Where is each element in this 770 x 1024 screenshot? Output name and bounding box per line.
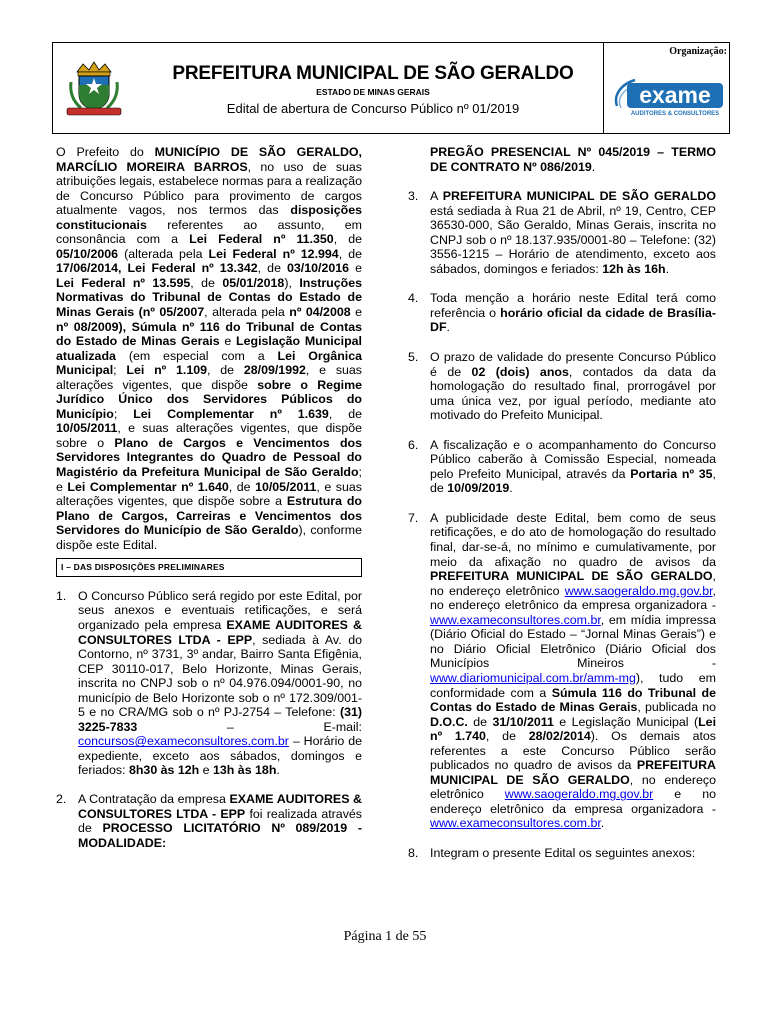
bold-text: D.O.C.	[430, 714, 468, 729]
document-header	[52, 42, 730, 134]
intro-paragraph: O Prefeito do MUNICÍPIO DE SÃO GERALDO, MARCÍLIO MOREIRA BARROS, no uso de suas atribuições legais, estabelece normas para a realização de Concurso Público para provimento de cargos atualmente vagos, nos termos das disposições constitucionais referentes ao assunto, em consonância com a Lei Federal nº 11.350, de 05/10/2006 (alterada pela Lei Federal nº 12.994, de 17/06/2014, Lei Federal nº 13.342, de 03/10/2016 e Lei Federal nº 13.595, de 05/01/2018), Instruções Normativas do Tribunal de Contas do Estado de Minas Gerais (nº 05/2007, alterada pela nº 04/2008 e nº 08/2009), Súmula nº 116 do Tribunal de Contas do Estado de Minas Gerais e Legislação Municipal atualizada (em especial com a Lei Orgânica Municipal; Lei nº 1.109, de 28/09/1992, e suas alterações vigentes, que dispõe sobre o Regime Jurídico Único dos Servidores Públicos do Município; Lei Complementar nº 1.639, de 10/05/2011, e suas alterações vigentes, que dispõe sobre o Plano de Cargos e Vencimentos dos Servidores Integrantes do Quadro de Pessoal do Magistério da Prefeitura Municipal de São Geraldo; e Lei Complementar nº 1.640, de 10/05/2011, e suas alterações vigentes, que dispõe sobre a Estrutura do Plano de Cargos, Carreiras e Vencimentos dos Servidores do Município de São Geraldo), conforme dispõe este Edital.	[56, 145, 363, 552]
bold-text: PREFEITURA MUNICIPAL DE SÃO GERALDO	[430, 569, 713, 584]
item-text: A fiscalização e o acompanhamento do Concurso Público caberão à Comissão Especial, nomeada pelo Prefeito Municipal, através da Portaria nº 35, de 10/09/2019.	[430, 437, 716, 496]
bold-text: Instruções Normativas do Tribunal de Contas do Estado de Minas Gerais (nº 05/2007	[56, 275, 362, 320]
page-number: Página 1 de 55	[343, 929, 427, 944]
bold-text: Lei nº 1.740	[430, 714, 717, 744]
item-text: A PREFEITURA MUNICIPAL DE SÃO GERALDO está sediada à Rua 21 de Abril, nº 19, Centro, CEP 36530-000, São Geraldo, Minas Gerais, inscrita no CNPJ sob o nº 18.137.935/0001-80 – Telefone: (32) 3556-1215 – Horário de atendimento, exceto aos sábados, domingos e feriados: 12h às 16h.	[430, 189, 716, 276]
list-item	[408, 189, 716, 276]
item-text: PREGÃO PRESENCIAL Nº 045/2019 – TERMO DE CONTRATO Nº 086/2019.	[430, 145, 716, 174]
bold-text: 10/05/2011	[56, 421, 118, 436]
bold-text: Lei Federal nº 13.595	[56, 275, 191, 290]
bold-text: 28/09/1992	[243, 363, 306, 378]
bold-text: Lei nº 1.109	[126, 363, 208, 378]
bold-text: (31) 3225-7833	[78, 705, 362, 734]
bold-text: Plano de Cargos e Vencimentos dos Servidores Integrantes do Quadro de Pessoal do Magistério da Prefeitura Municipal de São Geraldo	[56, 435, 362, 480]
list-item	[408, 291, 716, 335]
link[interactable]: www.saogeraldo.mg.gov.br	[504, 787, 654, 802]
bold-text: sobre o Regime Jurídico Único dos Servidores Públicos do Município	[56, 377, 362, 421]
bold-text: Lei Federal nº 11.350	[189, 232, 334, 247]
link[interactable]: www.exameconsultores.com.br	[430, 816, 601, 831]
bold-text: Portaria nº 35	[630, 466, 713, 481]
bold-text: 31/10/2011	[492, 714, 554, 729]
bold-text: 12h às 16h	[602, 261, 666, 276]
list-item	[56, 792, 362, 850]
bold-text: Lei Orgânica Municipal	[56, 348, 363, 378]
header-divider	[603, 43, 604, 133]
bold-text: disposições constitucionais	[56, 203, 362, 232]
bold-text: nº 08/2009), Súmula nº 116 do Tribunal de Contas do Estado de Minas Gerais	[56, 319, 362, 349]
item-number: 3.	[408, 189, 419, 204]
crest-icon	[63, 58, 125, 120]
list-item	[408, 350, 716, 423]
bold-text: 05/01/2018	[222, 275, 285, 290]
item-number: 5.	[408, 350, 419, 365]
svg-text:AUDITORES & CONSULTORES: AUDITORES & CONSULTORES	[630, 111, 720, 117]
bold-text: 28/02/2014	[528, 729, 591, 744]
bold-text: horário oficial da cidade de Brasília-DF	[430, 305, 716, 335]
item-number: 7.	[408, 510, 419, 525]
bold-text: 03/10/2016	[287, 261, 350, 276]
exame-logo	[613, 76, 728, 118]
right-column	[408, 145, 716, 876]
bold-text: 10/09/2019	[447, 481, 510, 496]
bold-text: Lei Complementar nº 1.640	[67, 479, 229, 494]
bold-text: EXAME AUDITORES & CONSULTORES LTDA - EPP	[78, 617, 363, 647]
list-item	[408, 438, 716, 496]
bold-text: PREGÃO PRESENCIAL Nº 045/2019 – TERMO DE CONTRATO Nº 086/2019	[430, 145, 716, 174]
link[interactable]: www.saogeraldo.mg.gov.br	[564, 583, 713, 598]
bold-text: PREFEITURA MUNICIPAL DE SÃO GERALDO	[442, 189, 716, 204]
item-number: 1.	[56, 588, 67, 603]
bold-text: 13h às 18h	[213, 763, 277, 778]
item-text: O Concurso Público será regido por este Edital, por seus anexos e eventuais retificações, e será organizado pela empresa EXAME AUDITORES & CONSULTORES LTDA - EPP, sediada à Av. do Contorno, nº 3731, 3º andar, Bairro Santa Efigênia, CEP 30110-017, Belo Horizonte, Minas Gerais, inscrita no CNPJ sob o nº 04.976.094/0001-90, no município de Belo Horizonte sob o nº 172.309/001-5 e no CRA/MG sob o nº PJ-2754 – Telefone: (31) 3225-7833 – E-mail: concursos@exameconsultores.com.br – Horário de expediente, exceto aos sábados, domingos e feriados: 8h30 às 12h e 13h às 18h.	[78, 588, 363, 778]
item-text: A publicidade deste Edital, bem como de seus retificações, e do ato de homologação do resultado final, dar-se-á, no mínimo e cumulativamente, por meio da afixação no quadro de avisos da PREFEITURA MUNICIPAL DE SÃO GERALDO, no endereço eletrônico www.saogeraldo.mg.gov.br, no endereço eletrônico da empresa organizadora - www.exameconsultores.com.br, em mídia impressa (Diário Oficial do Estado – “Jornal Minas Gerais”) e no Diário Oficial Eletrônico (Diário Oficial dos Municípios Mineiros - www.diariomunicipal.com.br/amm-mg), tudo em conformidade com a Súmula 116 do Tribunal de Contas do Estado de Minas Gerais, publicada no D.O.C. de 31/10/2011 e Legislação Municipal (Lei nº 1.740, de 28/02/2014). Os demais atos referentes a este Concurso Público serão publicados no quadro de avisos da PREFEITURA MUNICIPAL DE SÃO GERALDO, no endereço eletrônico www.saogeraldo.mg.gov.br e no endereço eletrônico da empresa organizadora - www.exameconsultores.com.br.	[430, 510, 717, 831]
items-right	[408, 145, 716, 861]
state-subtitle: ESTADO DE MINAS GERAIS	[316, 87, 430, 97]
item-text: Integram o presente Edital os seguintes anexos:	[430, 845, 696, 860]
bold-text: Lei Complementar nº 1.639	[133, 406, 329, 421]
bold-text: 05/10/2006	[56, 246, 119, 261]
bold-text: EXAME AUDITORES & CONSULTORES LTDA - EPP	[78, 791, 363, 821]
item-number: 4.	[408, 291, 419, 306]
left-column	[56, 145, 362, 850]
bold-text: Lei Federal nº 12.994	[208, 246, 339, 261]
link[interactable]: concursos@exameconsultores.com.br	[78, 734, 289, 749]
bold-text: Súmula 116 do Tribunal de Contas do Estado de Minas Gerais	[430, 685, 716, 715]
item-text: Toda menção a horário neste Edital terá como referência o horário oficial da cidade de Brasília-DF.	[430, 291, 716, 335]
bold-text: 02 (dois) anos	[471, 364, 569, 379]
list-item	[408, 846, 716, 861]
bold-text: 8h30 às 12h	[128, 763, 200, 778]
bold-text: PREFEITURA MUNICIPAL DE SÃO GERALDO	[430, 758, 716, 787]
link[interactable]: www.diariomunicipal.com.br/amm-mg	[430, 670, 636, 685]
organizer-label: Organização:	[669, 46, 727, 57]
page-title: PREFEITURA MUNICIPAL DE SÃO GERALDO	[172, 63, 574, 84]
bold-text: Legislação Municipal atualizada	[56, 334, 362, 363]
section-title: I – DAS DISPOSIÇÕES PRELIMINARES	[56, 558, 362, 577]
bold-text: Estrutura do Plano de Cargos, Carreiras e Vencimentos dos Servidores do Município de São Geraldo	[56, 494, 362, 538]
bold-text: 17/06/2014, Lei Federal nº 13.342	[56, 261, 258, 276]
item-number: 6.	[408, 437, 419, 452]
bold-text: MUNICÍPIO DE SÃO GERALDO, MARCÍLIO MOREIRA BARROS	[56, 145, 363, 174]
item-number: 2.	[56, 791, 67, 806]
item-text: O prazo de validade do presente Concurso Público é de 02 (dois) anos, contados da data da homologação do resultado final, prorrogável por uma única vez, por igual período, mediante ato motivado do Prefeito Municipal.	[430, 350, 716, 423]
svg-text:exame: exame	[639, 82, 711, 108]
list-item	[56, 589, 362, 778]
item-text: A Contratação da empresa EXAME AUDITORES & CONSULTORES LTDA - EPP foi realizada através de PROCESSO LICITATÓRIO Nº 089/2019 - MODALIDADE:	[78, 791, 363, 850]
bold-text: nº 04/2008	[289, 305, 351, 320]
item-number: 8.	[408, 845, 419, 860]
link[interactable]: www.exameconsultores.com.br	[430, 612, 601, 627]
items-left	[56, 589, 362, 850]
edital-title: Edital de abertura de Concurso Público nº 01/2019	[226, 101, 520, 116]
list-item	[408, 145, 716, 174]
bold-text: 10/05/2011	[255, 479, 317, 494]
list-item	[408, 511, 716, 831]
bold-text: PROCESSO LICITATÓRIO Nº 089/2019 - MODALIDADE:	[78, 821, 362, 850]
